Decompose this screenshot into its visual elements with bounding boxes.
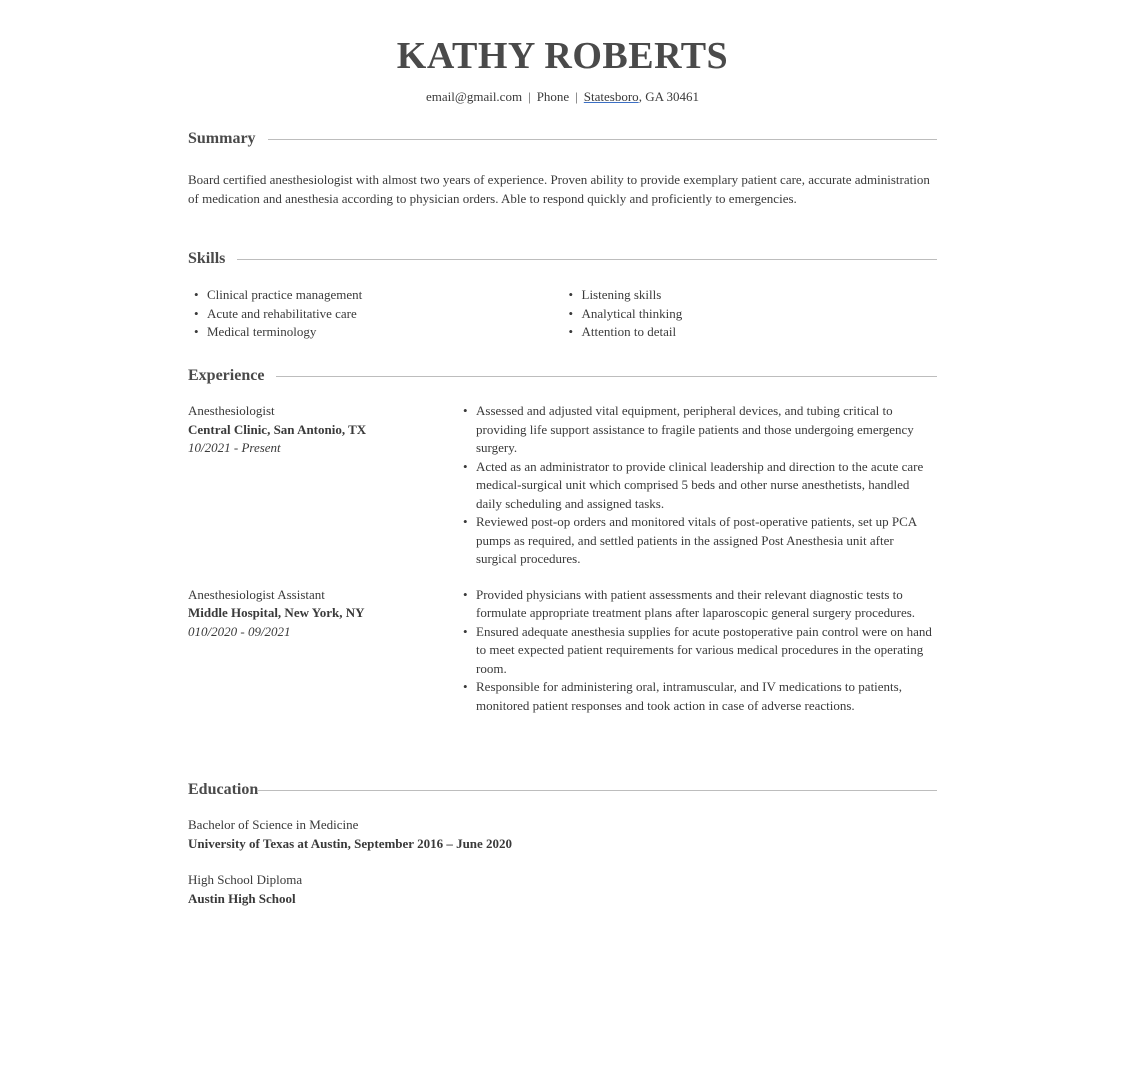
education-degree: High School Diploma	[188, 872, 303, 887]
job-duties	[458, 402, 937, 569]
skills-divider	[237, 259, 937, 260]
job-bullets	[458, 402, 937, 569]
skills-section	[188, 249, 937, 342]
experience-divider	[276, 376, 937, 377]
contact-line	[0, 89, 1125, 105]
skill-item: • Clinical practice management	[188, 286, 563, 305]
job-duties	[458, 586, 937, 716]
job-role: Anesthesiologist Assistant	[188, 586, 325, 602]
summary-title: Summary	[188, 130, 256, 147]
contact-phone: Phone	[536, 89, 570, 104]
education-item	[188, 816, 937, 853]
job-bullets	[458, 586, 937, 716]
education-school: Austin High School	[188, 890, 296, 906]
job-dates: 010/2020 - 09/2021	[188, 623, 291, 639]
skill-item: • Attention to detail	[563, 323, 938, 342]
job-bullet: • Ensured adequate anesthesia supplies for acute postoperative pain control were on hand to meet expected patient requirements for various medical procedures in the operating room.	[458, 623, 937, 679]
skill-item: • Acute and rehabilitative care	[188, 305, 563, 324]
education-degree: Bachelor of Science in Medicine	[188, 817, 359, 832]
skills-column-left	[188, 286, 563, 342]
job-role: Anesthesiologist	[188, 403, 275, 418]
contact-separator-2: |	[575, 89, 578, 104]
candidate-name: KATHY ROBERTS	[396, 35, 729, 77]
job-entry	[188, 586, 937, 716]
job-bullet: • Reviewed post-op orders and monitored vitals of post-operative patients, set up PCA pumps as required, and settled patients in the assigned Post Anesthesia unit after surgical procedures.	[458, 513, 937, 569]
skills-title: Skills	[188, 250, 226, 267]
skill-item: • Analytical thinking	[563, 305, 938, 324]
job-employer: Central Clinic, San Antonio, TX	[188, 421, 367, 437]
job-bullet: • Assessed and adjusted vital equipment, peripheral devices, and tubing critical to providing life support assistance to fragile patients and those undergoing emergency surgery.	[458, 402, 937, 458]
job-employer: Middle Hospital, New York, NY	[188, 605, 365, 620]
job-bullet: • Provided physicians with patient assessments and their relevant diagnostic tests to formulate appropriate treatment plans after laparoscopic general surgery procedures.	[458, 586, 937, 623]
summary-header	[188, 129, 937, 149]
education-school: University of Texas at Austin, September 2016 – June 2020	[188, 835, 513, 851]
job-meta	[188, 402, 458, 569]
job-entry	[188, 402, 937, 569]
job-bullet: • Responsible for administering oral, intramuscular, and IV medications to patients, monitored patient responses and took action in case of adverse reactions.	[458, 678, 937, 715]
summary-section	[188, 129, 937, 208]
experience-header	[188, 366, 937, 386]
skill-item: • Medical terminology	[188, 323, 563, 342]
education-divider	[258, 790, 937, 791]
job-bullet: • Acted as an administrator to provide clinical leadership and direction to the acute care medical-surgical unit which comprised 5 beds and other nurse anesthetists, handled daily scheduling and assigned tasks.	[458, 458, 937, 514]
contact-city: Statesboro	[583, 89, 639, 104]
skills-list	[188, 286, 937, 342]
experience-section	[188, 366, 937, 715]
contact-state-zip: , GA 30461	[638, 89, 699, 104]
summary-divider	[268, 139, 937, 140]
contact-email: email@gmail.com	[425, 89, 523, 104]
education-item	[188, 871, 937, 908]
experience-title: Experience	[188, 367, 265, 384]
skills-header	[188, 249, 937, 269]
education-title: Education	[188, 781, 259, 798]
job-meta	[188, 586, 458, 716]
skill-item: • Listening skills	[563, 286, 938, 305]
education-header	[188, 780, 937, 800]
education-section	[188, 780, 937, 908]
contact-separator: |	[528, 89, 531, 104]
job-dates: 10/2021 - Present	[188, 440, 281, 455]
summary-text: Board certified anesthesiologist with almost two years of experience. Proven ability to provide exemplary patient care, accurate administration of medication and anesthesia according to physician orders. Able to respond quickly and proficiently to emergencies.	[188, 172, 930, 206]
skills-column-right	[563, 286, 938, 342]
